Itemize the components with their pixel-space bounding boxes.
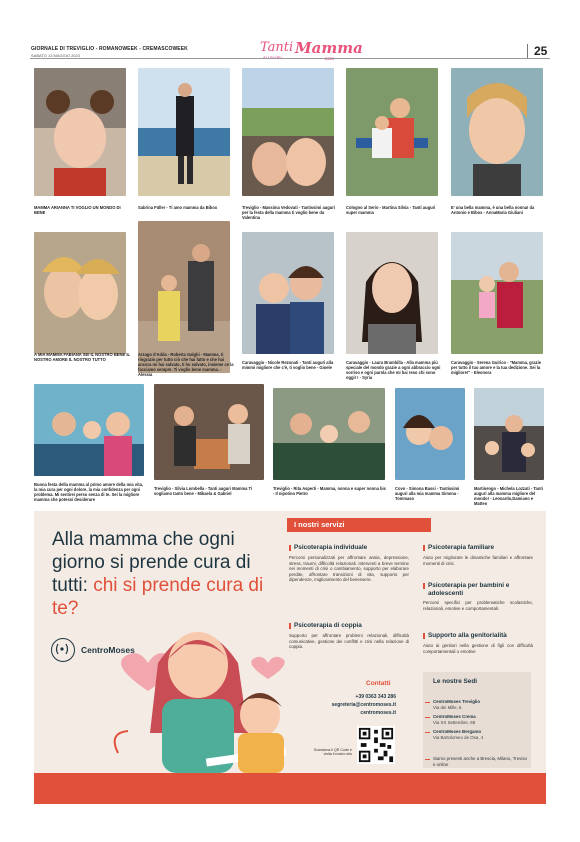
header-rule <box>30 58 550 59</box>
photo-caption-13: Treviglio - Rita Asperti - Mamma, nonna e super nonna bis - Il nipotino Pietro <box>273 486 386 497</box>
photo-tile-8 <box>242 232 334 354</box>
service-text-couple: Supporto per affrontare problemi relazionali, difficoltà comunicative, gestione dei conflitti e crisi nella relazione di coppia. <box>289 633 409 649</box>
page-number-divider <box>527 44 528 58</box>
photo-tile-11 <box>34 384 144 476</box>
photo-caption-6: A MIA MAMMA FABIANA SEI IL NOSTRO BENE IL NOSTRO AMORE IL NOSTRO TUTTO <box>34 352 130 363</box>
service-title-children: Psicoterapia per bambini e adolescenti <box>428 582 538 598</box>
page-number: 25 <box>534 44 548 58</box>
service-title-family: Psicoterapia familiare <box>428 544 538 552</box>
service-text-children: Percorsi specifici per problematiche scolastiche, relazionali, emotive e comportamentali. <box>423 600 533 611</box>
services-tab: I nostri servizi <box>287 518 431 532</box>
location-marker <box>425 702 430 703</box>
photo-caption-8: Caravaggio - Nicole Rezonati - Tanti auguri alla mimmi migliore che c'è, ti voglio bene - Gioele <box>242 360 334 371</box>
contact-website[interactable]: centromoses.it <box>360 710 396 716</box>
service-text-individual: Percorsi personalizzati per affrontare ansia, depressione, stress, traumi, difficoltà relazionali. Interventi a breve termine nei momenti di crisi o cambiamento, supporto per elaborare perdite, affrontare transizioni di vita, supporto per dipendenze, miglioramento del benessere. <box>289 555 409 582</box>
photo-caption-14: Covo - Simona Bassi - Tantissimi auguri alla mia mamma Simona - Tommaso <box>395 486 460 502</box>
mother-child-illustration <box>88 603 318 773</box>
ad-headline-part1: Alla mamma che ogni giorno si prende cura di tutti: <box>52 529 251 596</box>
location-name-treviglio: CentroMoses Treviglio <box>433 699 481 704</box>
service-title-couple: Psicoterapia di coppia <box>294 622 414 630</box>
service-text-parenting: Aiuto ai genitori nella gestione di figli con difficoltà comportamentali o emotive <box>423 643 533 654</box>
photo-caption-1: MAMMA ARIANNA TI VOGLIO UN MONDO DI BENE <box>34 205 121 216</box>
issue-date: SABATO 13 MAGGIO 2023 <box>31 53 80 58</box>
photo-tile-15 <box>474 388 544 480</box>
locations-note: Siamo presenti anche a Brescia, Milano, Treviso e online <box>433 756 527 767</box>
contact-email[interactable]: segreteria@centromoses.it <box>331 702 396 708</box>
photo-tile-7 <box>138 221 230 373</box>
location-marker <box>425 759 430 760</box>
locations-title: Le nostre Sedi <box>433 678 478 685</box>
photo-caption-9: Caravaggio - Laura Brambilla - Alla mamma più speciale del mondo grazie a ogni abbraccio ogni sorriso e ogni parola che mi hai reso chi sono oggi! ! - Syria <box>346 360 441 381</box>
service-title-individual: Psicoterapia individuale <box>294 544 414 552</box>
contact-phone[interactable]: +39 0363 343 286 <box>355 694 396 700</box>
location-name-bergamo: CentroMoses Bergamo <box>433 729 482 734</box>
ad-bottom-band <box>34 773 546 804</box>
photo-tile-1 <box>34 68 126 196</box>
photo-caption-5: E' una bella mamma, è una bella nonna! da Antonio e Bibox - AnnaMaria Giuliani <box>451 205 535 216</box>
photo-caption-15: Martinengo - Michela Lozzati - Tanti auguri alla mamma migliore del mondo! - Leonardo,Damiano e Matteo <box>474 486 543 507</box>
photo-tile-12 <box>154 384 264 480</box>
photo-caption-4: Cologno al Serio - Martina Silvia - Tanti auguri super mamma <box>346 205 436 216</box>
photo-caption-7: Arzago d'Adda - Roberta Galghi - Mamma, ti ringrazio per tutto ciò che hai fatto e che hai ancora mi hai salvato, ti ho salvato, insieme ce la facciamo sempre. Ti voglio bene mamma. - Alessia <box>138 352 234 378</box>
photo-tile-6 <box>34 232 126 354</box>
location-marker <box>425 717 430 718</box>
ad-headline-part2: chi si prende cura di te? <box>52 575 264 619</box>
photo-tile-13 <box>273 388 385 480</box>
photo-tile-9 <box>346 232 438 354</box>
brand-prefix: Tanti <box>260 40 294 55</box>
photo-tile-5 <box>451 68 543 196</box>
qr-code-icon[interactable] <box>357 726 395 764</box>
photo-caption-3: Treviglio - Massima Vedovati - Tantissimi auguri per la festa della mamma ti voglio bene da Valentina <box>242 205 335 221</box>
location-marker <box>425 732 430 733</box>
service-title-parenting: Supporto alla genitorialità <box>428 632 538 640</box>
photo-caption-10: Caravaggio - Serena Guirico - "Mamma, grazie per tutto il tuo amore e la tua dedizione. Sei la migliore!" - Eleonora <box>451 360 541 376</box>
photo-tile-4 <box>346 68 438 196</box>
location-address-crema: Via XX Settembre, 68 <box>433 720 476 725</box>
location-address-treviglio: Via dei Mille, 6 <box>433 705 462 710</box>
location-name-crema: CentroMoses Crema <box>433 714 476 719</box>
service-text-family: Aiuto per migliorare le dinamiche familiari e affrontare momenti di crisi. <box>423 555 533 566</box>
heart-icon-right <box>251 657 284 679</box>
photo-caption-2: Sabrina Füller - Ti amo mamma da Bibox <box>138 205 218 210</box>
brand-main: Mamma <box>295 39 363 57</box>
location-address-bergamo: Via Bartolomeo de Osa, 4 <box>433 735 484 740</box>
photo-tile-14 <box>395 388 465 480</box>
photo-caption-11: Buona festa della mamma al primo amore della mia vita, la mia cura per ogni dolore, la mia confidenza per ogni problema. Mi sentirei perso senza di te. Sei la migliore mamma che potessi desiderare <box>34 482 143 503</box>
contacts-title: Contatti <box>366 680 391 687</box>
photo-tile-3 <box>242 68 334 196</box>
photo-tile-10 <box>451 232 543 354</box>
ad-logo-name: CentroMoses <box>81 645 135 655</box>
qr-note: Scansiona il QR Code e visita il nostro sito <box>313 748 352 757</box>
publication-name: GIORNALE DI TREVIGLIO - ROMANOWEEK - CREMASCOWEEK <box>31 46 188 52</box>
centromoses-logo-icon <box>51 638 75 662</box>
photo-tile-2 <box>138 68 230 196</box>
photo-caption-12: Treviglio - Silvia Lombella - Tanti auguri Mamma Ti vogliamo tanto bene - Mikaela & Gabriel <box>154 486 253 497</box>
